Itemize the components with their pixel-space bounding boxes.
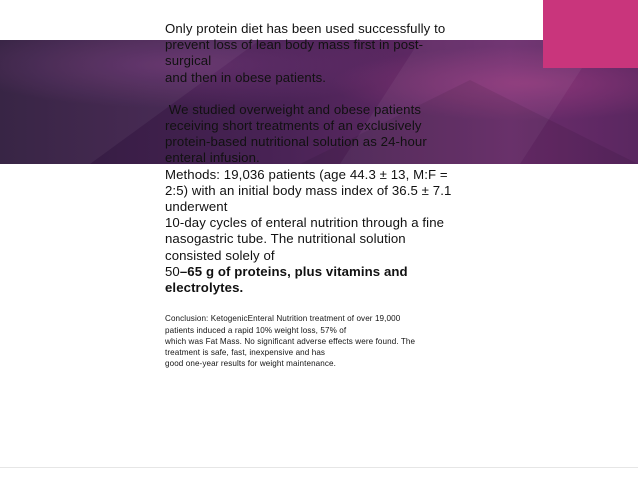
study-line: We studied overweight and obese patients [165,101,422,117]
blank-line [165,86,483,102]
conclusion-line: treatment is safe, fast, inexpensive and has [165,348,326,358]
slide-content [165,21,483,370]
study-line: nasogastric tube. The nutritional solution [165,231,406,247]
bold-line [165,264,483,280]
study-line: enteral infusion. [165,150,260,166]
body-text [165,21,483,296]
study-line: 2:5) with an initial body mass index of 36.5 ± 7.1 [165,182,452,198]
intro-line: Only protein diet has been used successfully to [165,21,446,36]
study-line: consisted solely of [165,247,275,263]
intro-line: surgical [165,53,212,69]
intro-line: prevent loss of lean body mass first in post- [165,37,424,53]
bold-prefix: 50 [165,263,180,279]
conclusion-text [165,313,483,369]
bold-text: electrolytes. [165,280,244,296]
intro-line: and then in obese patients. [165,69,327,85]
study-line: Methods: 19,036 patients (age 44.3 ± 13, M:F = [165,166,448,182]
conclusion-line: patients induced a rapid 10% weight loss, 57% of [165,325,347,335]
conclusion-line: good one-year results for weight maintenance. [165,359,336,369]
conclusion-line: Conclusion: KetogenicEnteral Nutrition treatment of over 19,000 [165,314,401,324]
bottom-rule [0,467,638,468]
accent-block [543,0,638,68]
conclusion-line: which was Fat Mass. No significant adverse effects were found. The [165,336,416,346]
study-line: protein-based nutritional solution as 24-hour [165,134,427,150]
bold-text: –65 g of proteins, plus vitamins and [179,263,408,279]
study-line: receiving short treatments of an exclusively [165,118,422,134]
study-line: 10-day cycles of enteral nutrition through a fine [165,215,445,231]
study-line: underwent [165,199,228,215]
